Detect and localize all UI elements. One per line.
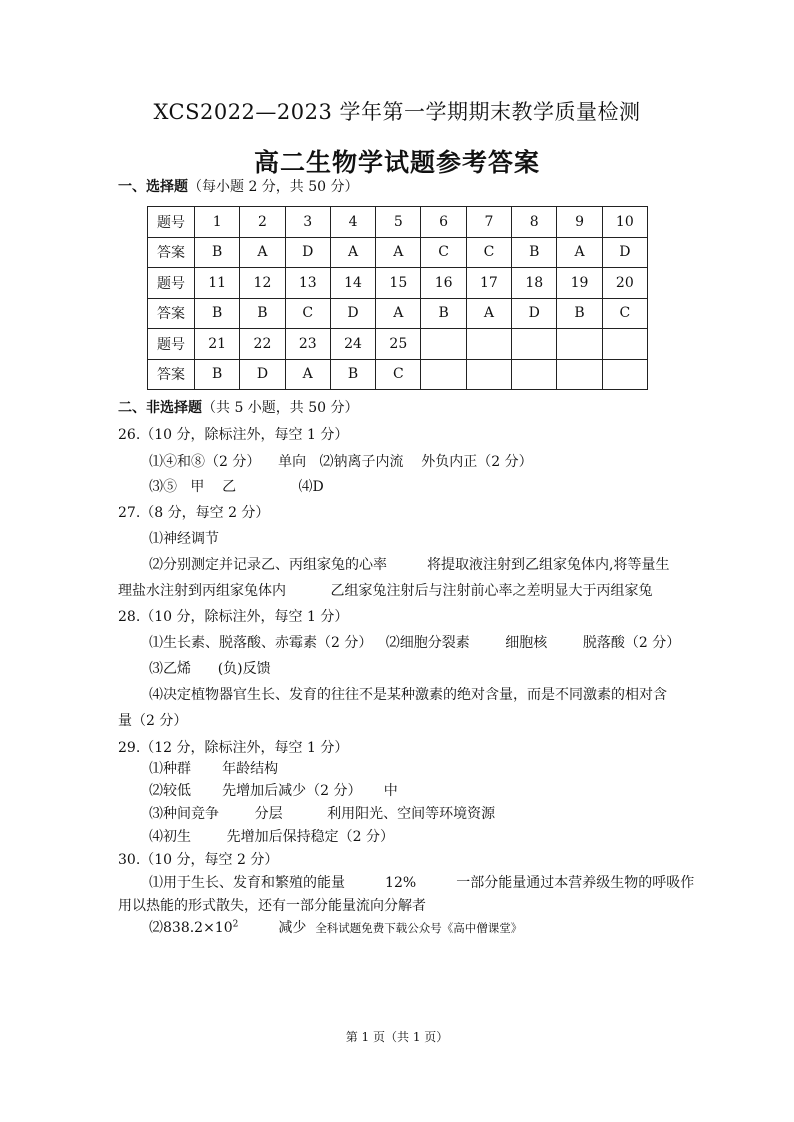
table-cell: 20 bbox=[602, 268, 647, 299]
answer-table bbox=[147, 206, 648, 390]
section-label: 一、选择题 bbox=[118, 179, 188, 195]
table-cell bbox=[557, 329, 602, 360]
table-cell: 3 bbox=[285, 207, 330, 238]
answer-line: ⑴生长素、脱落酸、赤霉素（2 分） ⑵细胞分裂素 细胞核 脱落酸（2 分） bbox=[149, 635, 681, 651]
table-cell: 9 bbox=[557, 207, 602, 238]
table-cell: 25 bbox=[376, 329, 421, 360]
answer-line: 量（2 分） bbox=[118, 713, 188, 729]
table-row bbox=[148, 329, 648, 360]
section-note: （每小题 2 分，共 50 分） bbox=[188, 179, 359, 195]
table-cell: B bbox=[240, 298, 285, 329]
table-cell: 5 bbox=[376, 207, 421, 238]
table-cell: D bbox=[602, 237, 647, 268]
table-cell: A bbox=[466, 298, 511, 329]
table-cell: A bbox=[330, 237, 375, 268]
table-cell: 8 bbox=[512, 207, 557, 238]
table-cell: 1 bbox=[195, 207, 240, 238]
table-cell bbox=[421, 359, 466, 390]
answer-line bbox=[149, 917, 522, 937]
table-cell: 21 bbox=[195, 329, 240, 360]
table-cell: B bbox=[195, 359, 240, 390]
table-row bbox=[148, 268, 648, 299]
table-cell: C bbox=[376, 359, 421, 390]
table-cell: B bbox=[195, 237, 240, 268]
table-cell: B bbox=[421, 298, 466, 329]
table-cell: 11 bbox=[195, 268, 240, 299]
exponent: 2 bbox=[232, 919, 239, 930]
table-cell: A bbox=[285, 359, 330, 390]
table-cell: 17 bbox=[466, 268, 511, 299]
table-row bbox=[148, 298, 648, 329]
table-cell: A bbox=[240, 237, 285, 268]
answer-line: ⑴种群 年龄结构 bbox=[149, 761, 279, 777]
table-cell: 2 bbox=[240, 207, 285, 238]
row-label: 题号 bbox=[148, 268, 195, 299]
table-cell bbox=[602, 359, 647, 390]
table-cell: C bbox=[466, 237, 511, 268]
question-26-heading: 26.（10 分，除标注外，每空 1 分） bbox=[118, 427, 349, 443]
table-cell: 15 bbox=[376, 268, 421, 299]
table-row bbox=[148, 207, 648, 238]
table-cell: 13 bbox=[285, 268, 330, 299]
row-label: 答案 bbox=[148, 298, 195, 329]
answer-line: ⑶乙烯 (负)反馈 bbox=[149, 661, 271, 677]
table-cell: 23 bbox=[285, 329, 330, 360]
answer-line: 理盐水注射到丙组家兔体内 乙组家兔注射后与注射前心率之差明显大于丙组家兔 bbox=[118, 583, 653, 599]
answer-line: ⑶⑤ 甲 乙 ⑷D bbox=[149, 479, 324, 495]
question-29-heading: 29.（12 分，除标注外，每空 1 分） bbox=[118, 740, 349, 756]
table-cell: B bbox=[557, 298, 602, 329]
table-cell: D bbox=[285, 237, 330, 268]
table-cell bbox=[557, 359, 602, 390]
table-cell: C bbox=[602, 298, 647, 329]
table-cell: 7 bbox=[466, 207, 511, 238]
answer-line: ⑵较低 先增加后减少（2 分） 中 bbox=[149, 783, 398, 799]
answer-line: ⑴④和⑧（2 分） 单向 ⑵钠离子内流 外负内正（2 分） bbox=[149, 454, 533, 470]
table-cell bbox=[512, 359, 557, 390]
question-27-heading: 27.（8 分，每空 2 分） bbox=[118, 505, 270, 521]
table-cell bbox=[421, 329, 466, 360]
table-cell: C bbox=[285, 298, 330, 329]
table-cell: A bbox=[376, 298, 421, 329]
answer-line: ⑶种间竞争 分层 利用阳光、空间等环境资源 bbox=[149, 806, 496, 822]
table-cell: 10 bbox=[602, 207, 647, 238]
table-cell: 6 bbox=[421, 207, 466, 238]
table-cell: D bbox=[330, 298, 375, 329]
table-cell bbox=[466, 329, 511, 360]
table-cell bbox=[466, 359, 511, 390]
table-cell: 16 bbox=[421, 268, 466, 299]
table-cell: C bbox=[421, 237, 466, 268]
table-cell: B bbox=[330, 359, 375, 390]
table-cell: A bbox=[376, 237, 421, 268]
document-subtitle: 高二生物学试题参考答案 bbox=[253, 148, 540, 177]
question-30-heading: 30.（10 分，每空 2 分） bbox=[118, 852, 279, 868]
answer-line: ⑷初生 先增加后保持稳定（2 分） bbox=[149, 829, 394, 845]
row-label: 题号 bbox=[148, 207, 195, 238]
question-28-heading: 28.（10 分，除标注外，每空 1 分） bbox=[118, 609, 349, 625]
answer-value: ⑵838.2×10 bbox=[149, 920, 233, 936]
answer-line: ⑵分别测定并记录乙、丙组家兔的心率 将提取液注射到乙组家兔体内,将等量生 bbox=[149, 557, 670, 573]
table-cell: A bbox=[557, 237, 602, 268]
answer-line: ⑷决定植物器官生长、发育的往往不是某种激素的绝对含量，而是不同激素的相对含 bbox=[149, 687, 667, 703]
table-row bbox=[148, 237, 648, 268]
table-cell: 18 bbox=[512, 268, 557, 299]
table-row bbox=[148, 359, 648, 390]
table-cell: 4 bbox=[330, 207, 375, 238]
row-label: 答案 bbox=[148, 359, 195, 390]
table-cell: 12 bbox=[240, 268, 285, 299]
answer-line: 用以热能的形式散失，还有一部分能量流向分解者 bbox=[118, 898, 426, 914]
page-footer: 第 1 页（共 1 页） bbox=[345, 1030, 449, 1044]
section-heading-written bbox=[118, 397, 359, 417]
table-cell bbox=[602, 329, 647, 360]
table-cell: 19 bbox=[557, 268, 602, 299]
table-cell bbox=[512, 329, 557, 360]
answer-value: 减少 bbox=[238, 920, 316, 936]
answer-line: ⑴神经调节 bbox=[149, 531, 219, 547]
table-cell: D bbox=[240, 359, 285, 390]
watermark-text: 全科试题免费下载公众号《高中僧课堂》 bbox=[315, 921, 523, 935]
row-label: 答案 bbox=[148, 237, 195, 268]
answer-line: ⑴用于生长、发育和繁殖的能量 12% 一部分能量通过本营养级生物的呼吸作 bbox=[149, 875, 695, 891]
table-cell: 22 bbox=[240, 329, 285, 360]
table-cell: B bbox=[512, 237, 557, 268]
row-label: 题号 bbox=[148, 329, 195, 360]
table-cell: B bbox=[195, 298, 240, 329]
table-cell: D bbox=[512, 298, 557, 329]
document-title: XCS2022—2023 学年第一学期期末教学质量检测 bbox=[153, 100, 641, 124]
table-cell: 24 bbox=[330, 329, 375, 360]
section-note: （共 5 小题，共 50 分） bbox=[202, 400, 359, 416]
table-cell: 14 bbox=[330, 268, 375, 299]
section-heading-choice bbox=[118, 176, 359, 196]
section-label: 二、非选择题 bbox=[118, 400, 202, 416]
